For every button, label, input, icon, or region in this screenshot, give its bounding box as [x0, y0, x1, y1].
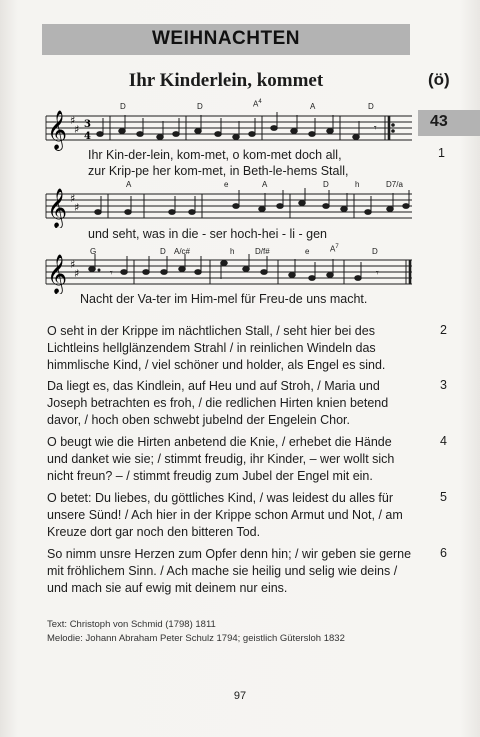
svg-text:♯: ♯	[74, 201, 80, 214]
chord: A	[126, 180, 132, 189]
chord: D	[160, 247, 166, 256]
svg-text:♯: ♯	[70, 192, 76, 205]
chord: h	[230, 247, 235, 256]
lyrics-line: Nacht der Va-ter im Him-mel für Freu-de uns macht.	[80, 292, 368, 306]
chord: $A^7$	[330, 244, 339, 254]
credits	[47, 618, 345, 646]
music-staff-2	[40, 188, 420, 228]
stanza-number: 5	[440, 490, 447, 504]
treble-clef-icon: 𝄞	[47, 110, 68, 150]
stanza-number: 2	[440, 323, 447, 337]
svg-text:♯: ♯	[74, 267, 80, 280]
chord: D	[120, 102, 126, 111]
chord: A	[262, 180, 268, 189]
text-credit: Text: Christoph von Schmid (1798) 1811	[47, 619, 216, 630]
chord: D	[372, 247, 378, 256]
stanza-number: 3	[440, 378, 447, 392]
stanza-number: 6	[440, 546, 447, 560]
section-banner	[42, 24, 410, 55]
stanza-text: O seht in der Krippe im nächtlichen Stall, / seht hier bei des Lichtleins hellglänzendem Strahl / in reinlichen Windeln das himmlische Kind, / viel schöner und holder, als Engel es sind.	[47, 324, 386, 372]
chord: D7/a	[386, 180, 403, 189]
lyrics-line: Ihr Kin-der-lein, kom-met, o kom-met doch all,	[88, 148, 342, 162]
chord: A	[310, 102, 316, 111]
chord: D/f#	[255, 247, 270, 256]
ecumenical-mark: (ö)	[428, 70, 450, 89]
song-title: Ihr Kinderlein, kommet	[128, 70, 324, 91]
svg-text:𝄾: 𝄾	[110, 268, 113, 279]
treble-clef-icon: 𝄞	[47, 254, 68, 294]
chord: G	[90, 247, 97, 256]
chord: h	[355, 180, 360, 189]
svg-text:3: 3	[84, 119, 91, 130]
chord: $A^4$	[253, 99, 262, 109]
song-number-tab	[418, 110, 480, 136]
music-staff-3	[40, 254, 420, 294]
verse-number: 1	[438, 146, 445, 160]
chord: e	[305, 247, 310, 256]
lyrics-line: und seht, was in die - ser hoch-hei - li - gen	[88, 227, 328, 241]
song-number: 43	[430, 113, 448, 130]
stanza-text: O betet: Du liebes, du göttliches Kind, / was leidest du alles für unsere Sünd! / Ach hier in der Krippe schon Armut und Not, / am Kreuze dort gar noch den bitteren Tod.	[47, 491, 403, 539]
svg-text:♯: ♯	[70, 258, 76, 271]
svg-text:𝄾: 𝄾	[376, 268, 379, 279]
melody-credit: Melodie: Johann Abraham Peter Schulz 1794; geistlich Gütersloh 1832	[47, 633, 345, 644]
svg-text:♯: ♯	[74, 123, 80, 136]
lyrics-line: zur Krip-pe her kom-met, in Beth-le-hems Stall,	[88, 164, 349, 178]
section-title: WEIHNACHTEN	[152, 28, 300, 49]
chord: D	[197, 102, 203, 111]
stanza-text: Da liegt es, das Kindlein, auf Heu und auf Stroh, / Maria und Joseph betrachten es froh, / die redlichen Hirten knien betend davor, / hoch oben schwebt jubelnd der Engelein Chor.	[47, 379, 389, 427]
stanza-text: So nimm unsre Herzen zum Opfer denn hin; / wir geben sie gerne mit fröhlichem Sinn. / Ach mache sie heilig und selig wie deins / und mach sie auf ewig mit deinem nur eins.	[47, 547, 412, 595]
chord: e	[224, 180, 229, 189]
chord: D	[368, 102, 374, 111]
svg-text:4: 4	[84, 131, 91, 142]
chord: D	[323, 180, 329, 189]
page-number: 97	[233, 690, 247, 702]
svg-text:♯: ♯	[70, 114, 76, 127]
stanza-text: O beugt wie die Hirten anbetend die Knie, / erhebet die Hände und danket wie sie; / stimmt freudig, ihr Kinder, – wer wollt sich nicht freun? – / stimmt freudig zum Jubel der Engel mit ein.	[47, 435, 395, 483]
svg-text:𝄾: 𝄾	[374, 123, 377, 134]
treble-clef-icon: 𝄞	[47, 188, 68, 228]
stanza-number: 4	[440, 434, 447, 448]
chord: A/c#	[174, 247, 191, 256]
